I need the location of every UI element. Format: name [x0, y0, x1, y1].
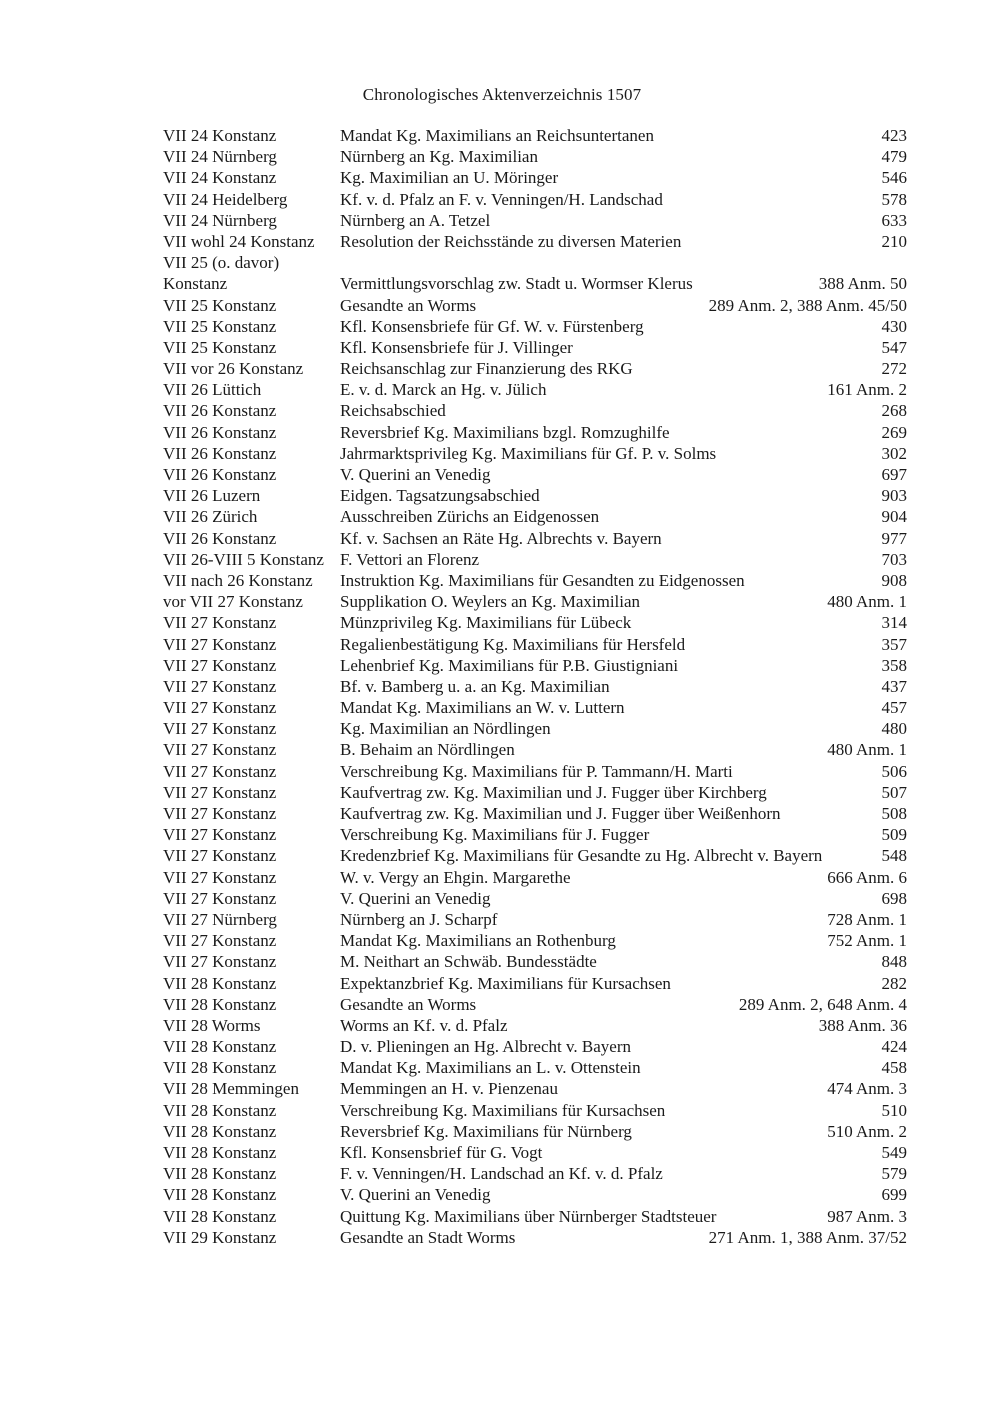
entry-reference: 480	[881, 719, 907, 739]
entry-list	[163, 125, 907, 1248]
entry-row	[163, 210, 907, 231]
entry-description: Verschreibung Kg. Maximilians für Kursachsen	[340, 1100, 666, 1120]
entry-date: VII 25 Konstanz	[163, 295, 277, 315]
entry-date: Konstanz	[163, 274, 228, 294]
entry-row	[163, 464, 907, 485]
entry-date: VII 25 Konstanz	[163, 337, 277, 357]
entry-row	[163, 443, 907, 464]
entry-reference: 703	[881, 549, 907, 569]
entry-reference: 357	[881, 634, 907, 654]
entry-row	[163, 1015, 907, 1036]
entry-reference: 579	[881, 1164, 907, 1184]
entry-reference: 578	[881, 189, 907, 209]
entry-description: Nürnberg an J. Scharpf	[340, 909, 498, 929]
entry-row	[163, 379, 907, 400]
entry-row	[163, 1227, 907, 1248]
entry-reference: 547	[881, 337, 907, 357]
entry-row	[163, 252, 907, 273]
entry-description: Nürnberg an A. Tetzel	[340, 210, 491, 230]
entry-reference: 388 Anm. 50	[818, 274, 907, 294]
entry-date: VII 28 Konstanz	[163, 1185, 277, 1205]
entry-row	[163, 337, 907, 358]
entry-date: VII 28 Memmingen	[163, 1079, 299, 1099]
entry-date: VII 26 Luzern	[163, 486, 261, 506]
entry-description: D. v. Plieningen an Hg. Albrecht v. Bayern	[340, 1037, 631, 1057]
entry-row	[163, 295, 907, 316]
entry-description: Instruktion Kg. Maximilians für Gesandten zu Eidgenossen	[340, 570, 745, 590]
entry-description: Vermittlungsvorschlag zw. Stadt u. Wormser Klerus	[340, 274, 693, 294]
entry-description: Lehenbrief Kg. Maximilians für P.B. Giustigniani	[340, 655, 679, 675]
entry-date: VII 26-VIII 5 Konstanz	[163, 549, 324, 569]
entry-reference: 548	[881, 846, 907, 866]
entry-date: VII 27 Konstanz	[163, 740, 277, 760]
entry-description: Gesandte an Worms	[340, 994, 477, 1014]
entry-reference: 210	[881, 231, 907, 251]
entry-reference: 314	[881, 613, 907, 633]
entry-date: VII 28 Konstanz	[163, 1121, 277, 1141]
entry-row	[163, 973, 907, 994]
entry-row	[163, 994, 907, 1015]
entry-row	[163, 1121, 907, 1142]
entry-date: VII 27 Konstanz	[163, 846, 277, 866]
entry-reference: 510	[881, 1100, 907, 1120]
entry-reference: 699	[881, 1185, 907, 1205]
entry-description: Münzprivileg Kg. Maximilians für Lübeck	[340, 613, 632, 633]
entry-description: Kaufvertrag zw. Kg. Maximilian und J. Fugger über Weißenhorn	[340, 804, 781, 823]
entry-reference: 358	[881, 655, 907, 675]
entry-row	[163, 400, 907, 421]
entry-description: Eidgen. Tagsatzungsabschied	[340, 486, 540, 506]
entry-description: Nürnberg an Kg. Maximilian	[340, 147, 538, 167]
entry-date: VII 26 Zürich	[163, 507, 258, 527]
entry-row	[163, 316, 907, 337]
entry-date: VII 28 Konstanz	[163, 973, 277, 993]
entry-date: VII 26 Konstanz	[163, 528, 277, 548]
entry-row	[163, 549, 907, 570]
entry-description: Mandat Kg. Maximilians an L. v. Ottenstein	[340, 1058, 641, 1078]
entry-date: VII 27 Konstanz	[163, 719, 277, 739]
entry-date: VII 28 Konstanz	[163, 1143, 277, 1162]
entry-description: Kredenzbrief Kg. Maximilians für Gesandte zu Hg. Albrecht v. Bayern	[340, 846, 823, 866]
entry-date: VII 28 Konstanz	[163, 1100, 277, 1120]
entry-description: Memmingen an H. v. Pienzenau	[340, 1079, 558, 1099]
entry-date: VII 26 Lüttich	[163, 380, 262, 400]
entry-description: Worms an Kf. v. d. Pfalz	[340, 1015, 508, 1035]
entry-reference: 479	[881, 147, 907, 167]
entry-description: M. Neithart an Schwäb. Bundesstädte	[340, 952, 597, 972]
page-header: Chronologisches Aktenverzeichnis 1507	[362, 85, 642, 104]
entry-reference: 508	[881, 804, 907, 823]
entry-row	[163, 909, 907, 930]
entry-date: VII 27 Konstanz	[163, 676, 277, 696]
entry-row	[163, 1036, 907, 1057]
entry-date: VII 28 Konstanz	[163, 1164, 277, 1184]
entry-description: Gesandte an Worms	[340, 295, 477, 315]
entry-reference: 271 Anm. 1, 388 Anm. 37/52	[708, 1227, 907, 1247]
entry-description: Mandat Kg. Maximilians an Reichsuntertanen	[340, 126, 654, 145]
entry-date: VII vor 26 Konstanz	[163, 359, 304, 379]
entry-reference: 388 Anm. 36	[818, 1015, 907, 1035]
entry-reference: 506	[881, 761, 907, 781]
entry-description: Jahrmarktsprivileg Kg. Maximilians für Gf. P. v. Solms	[340, 443, 717, 463]
entry-description: Mandat Kg. Maximilians an W. v. Luttern	[340, 698, 625, 718]
entry-row	[163, 570, 907, 591]
entry-reference: 272	[881, 359, 907, 379]
entry-reference: 458	[881, 1058, 907, 1078]
entry-row	[163, 867, 907, 888]
entry-date: VII 27 Konstanz	[163, 867, 277, 887]
entry-description: Mandat Kg. Maximilians an Rothenburg	[340, 931, 616, 951]
entry-date: VII 24 Nürnberg	[163, 210, 277, 230]
entry-date: VII 27 Konstanz	[163, 782, 277, 802]
entry-description: Verschreibung Kg. Maximilians für P. Tammann/H. Marti	[340, 761, 733, 781]
entry-row	[163, 146, 907, 167]
entry-date: VII 27 Konstanz	[163, 952, 277, 972]
entry-date: VII 27 Konstanz	[163, 931, 277, 951]
entry-description: Reversbrief Kg. Maximilians bzgl. Romzughilfe	[340, 422, 670, 442]
entry-row	[163, 167, 907, 188]
entry-description: Kg. Maximilian an U. Möringer	[340, 168, 559, 188]
entry-reference: 282	[881, 973, 907, 993]
entry-row	[163, 1078, 907, 1099]
entry-date: VII 27 Konstanz	[163, 825, 277, 845]
entry-description: E. v. d. Marck an Hg. v. Jülich	[340, 380, 547, 400]
entry-reference: 987 Anm. 3	[827, 1206, 907, 1226]
entry-row	[163, 528, 907, 549]
entry-reference: 510 Anm. 2	[827, 1121, 907, 1141]
entry-description: Resolution der Reichsstände zu diversen Materien	[340, 231, 682, 251]
entry-description: Ausschreiben Zürichs an Eidgenossen	[340, 507, 600, 527]
entry-date: VII 26 Konstanz	[163, 401, 277, 421]
entry-reference: 666 Anm. 6	[827, 867, 907, 887]
entry-date: VII 26 Konstanz	[163, 422, 277, 442]
entry-reference: 633	[881, 210, 907, 230]
entry-row	[163, 930, 907, 951]
entry-description: Expektanzbrief Kg. Maximilians für Kursachsen	[340, 973, 671, 993]
entry-row	[163, 422, 907, 443]
entry-date: VII 24 Nürnberg	[163, 147, 277, 167]
entry-reference: 509	[881, 825, 907, 845]
entry-date: vor VII 27 Konstanz	[163, 592, 303, 612]
entry-date: VII 25 (o. davor)	[163, 253, 280, 273]
entry-reference: 507	[881, 782, 907, 802]
entry-description: Kg. Maximilian an Nördlingen	[340, 719, 551, 739]
entry-reference: 289 Anm. 2, 648 Anm. 4	[738, 994, 907, 1014]
entry-reference: 289 Anm. 2, 388 Anm. 45/50	[708, 295, 907, 315]
entry-reference: 904	[881, 507, 907, 527]
entry-date: VII 28 Konstanz	[163, 1206, 277, 1226]
entry-date: VII 27 Konstanz	[163, 888, 277, 908]
entry-reference: 437	[881, 676, 907, 696]
entry-row	[163, 1184, 907, 1205]
entry-row	[163, 739, 907, 760]
entry-reference: 903	[881, 486, 907, 506]
entry-date: VII 24 Heidelberg	[163, 189, 288, 209]
entry-reference: 752 Anm. 1	[827, 931, 907, 951]
entry-row	[163, 1142, 907, 1163]
entry-reference: 698	[881, 888, 907, 908]
entry-date: VII 26 Konstanz	[163, 443, 277, 463]
entry-description: F. v. Venningen/H. Landschad an Kf. v. d. Pfalz	[340, 1164, 663, 1184]
entry-row	[163, 273, 907, 294]
entry-row	[163, 1100, 907, 1121]
entry-description: Gesandte an Stadt Worms	[340, 1227, 516, 1247]
entry-description: Supplikation O. Weylers an Kg. Maximilian	[340, 592, 641, 612]
entry-date: VII 27 Nürnberg	[163, 909, 277, 929]
entry-row	[163, 845, 907, 866]
entry-date: VII 27 Konstanz	[163, 761, 277, 781]
entry-date: VII 28 Konstanz	[163, 994, 277, 1014]
entry-description: Kf. v. d. Pfalz an F. v. Venningen/H. Landschad	[340, 189, 663, 209]
entry-row	[163, 358, 907, 379]
entry-row	[163, 824, 907, 845]
entry-description: W. v. Vergy an Ehgin. Margarethe	[340, 867, 571, 887]
entry-date: VII 29 Konstanz	[163, 1227, 277, 1247]
entry-reference: 977	[881, 528, 907, 548]
entry-date: VII 28 Worms	[163, 1015, 261, 1035]
entry-description: V. Querini an Venedig	[340, 1185, 491, 1205]
entry-row	[163, 591, 907, 612]
entry-row	[163, 125, 907, 146]
entry-reference: 161 Anm. 2	[827, 380, 907, 400]
entry-reference: 549	[881, 1143, 907, 1162]
entry-description: Kfl. Konsensbrief für G. Vogt	[340, 1143, 543, 1162]
entry-date: VII 26 Konstanz	[163, 465, 277, 484]
entry-reference: 908	[881, 570, 907, 590]
entry-row	[163, 612, 907, 633]
entry-row	[163, 676, 907, 697]
entry-date: VII 27 Konstanz	[163, 698, 277, 718]
entry-description: V. Querini an Venedig	[340, 888, 491, 908]
entry-reference: 424	[881, 1037, 907, 1057]
entry-reference: 423	[881, 126, 907, 145]
entry-date: VII 28 Konstanz	[163, 1037, 277, 1057]
entry-reference: 728 Anm. 1	[827, 909, 907, 929]
entry-row	[163, 485, 907, 506]
entry-description: Kfl. Konsensbriefe für Gf. W. v. Fürstenberg	[340, 316, 644, 336]
entry-reference: 848	[881, 952, 907, 972]
entry-description: Quittung Kg. Maximilians über Nürnberger Stadtsteuer	[340, 1206, 717, 1226]
entry-date: VII 27 Konstanz	[163, 804, 277, 823]
entry-row	[163, 634, 907, 655]
entry-row	[163, 803, 907, 824]
entry-row	[163, 189, 907, 210]
entry-row	[163, 718, 907, 739]
entry-reference: 474 Anm. 3	[827, 1079, 907, 1099]
entry-date: VII 25 Konstanz	[163, 316, 277, 336]
entry-reference: 457	[881, 698, 907, 718]
entry-description: Verschreibung Kg. Maximilians für J. Fugger	[340, 825, 650, 845]
entry-row	[163, 782, 907, 803]
entry-date: VII wohl 24 Konstanz	[163, 231, 315, 251]
entry-date: VII nach 26 Konstanz	[163, 570, 313, 590]
entry-row	[163, 655, 907, 676]
entry-description: Reversbrief Kg. Maximilians für Nürnberg	[340, 1121, 632, 1141]
entry-row	[163, 1057, 907, 1078]
entry-description: Kaufvertrag zw. Kg. Maximilian und J. Fugger über Kirchberg	[340, 782, 767, 802]
entry-description: Reichsabschied	[340, 401, 446, 421]
entry-date: VII 27 Konstanz	[163, 655, 277, 675]
entry-row	[163, 761, 907, 782]
entry-reference: 430	[881, 316, 907, 336]
entry-reference: 480 Anm. 1	[827, 592, 907, 612]
entry-row	[163, 1163, 907, 1184]
entry-row	[163, 1206, 907, 1227]
entry-reference: 546	[881, 168, 907, 188]
entry-reference: 480 Anm. 1	[827, 740, 907, 760]
entry-date: VII 28 Konstanz	[163, 1058, 277, 1078]
entry-reference: 269	[881, 422, 907, 442]
entry-row	[163, 231, 907, 252]
entry-description: Regalienbestätigung Kg. Maximilians für Hersfeld	[340, 634, 686, 654]
entry-row	[163, 951, 907, 972]
entry-description: Kfl. Konsensbriefe für J. Villinger	[340, 337, 573, 357]
entry-description: Bf. v. Bamberg u. a. an Kg. Maximilian	[340, 676, 610, 696]
entry-description: B. Behaim an Nördlingen	[340, 740, 515, 760]
entry-description: V. Querini an Venedig	[340, 465, 491, 484]
entry-description: Reichsanschlag zur Finanzierung des RKG	[340, 359, 633, 379]
entry-row	[163, 888, 907, 909]
entry-date: VII 24 Konstanz	[163, 168, 277, 188]
entry-reference: 302	[881, 443, 907, 463]
entry-row	[163, 697, 907, 718]
entry-date: VII 27 Konstanz	[163, 613, 277, 633]
entry-date: VII 24 Konstanz	[163, 126, 277, 145]
entry-description: Kf. v. Sachsen an Räte Hg. Albrechts v. Bayern	[340, 528, 662, 548]
entry-date: VII 27 Konstanz	[163, 634, 277, 654]
entry-reference: 697	[881, 465, 907, 484]
entry-description: F. Vettori an Florenz	[340, 549, 480, 569]
entry-row	[163, 506, 907, 527]
entry-reference: 268	[881, 401, 907, 421]
